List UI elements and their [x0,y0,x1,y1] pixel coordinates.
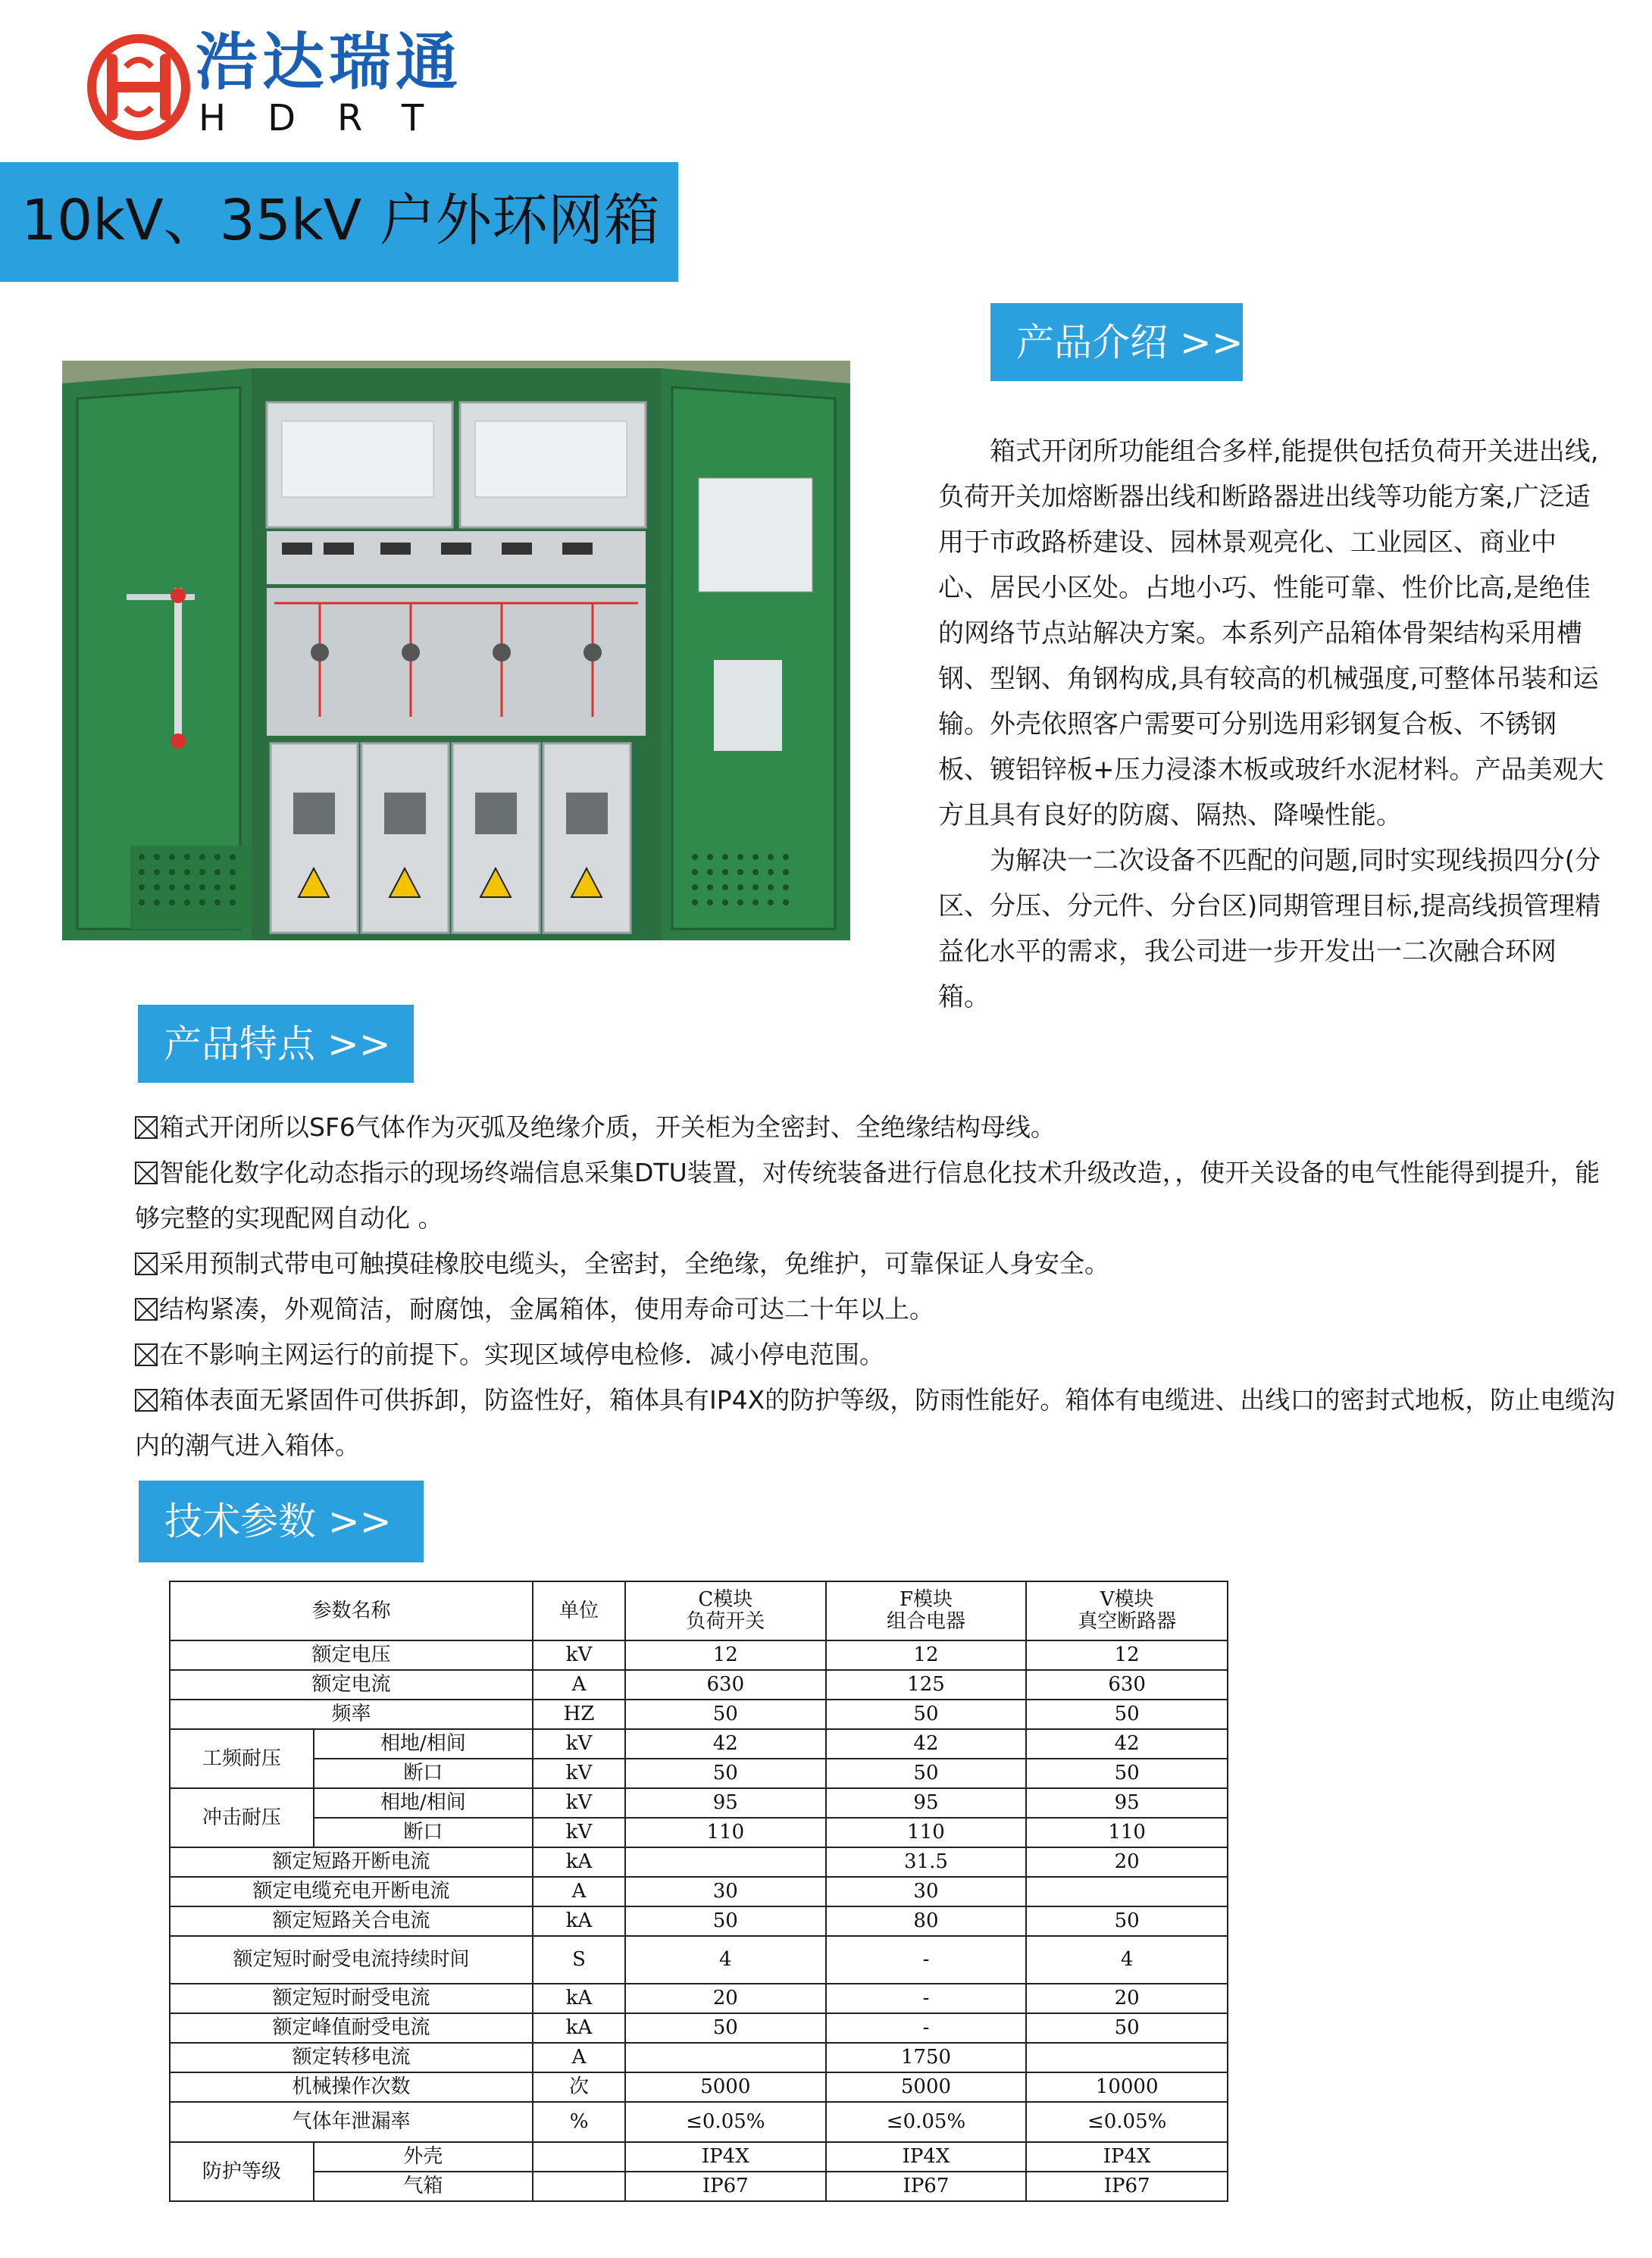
feature-item: 智能化数字化动态指示的现场终端信息采集DTU装置，对传统装备进行信息化技术升级改造，，使开关设备的电气性能得到提升，能够完整的实现配网自动化 。 [135,1158,1600,1233]
page-title: 10kV、35kV 户外环网箱 [21,188,660,253]
header-name: 参数名称 [170,1581,533,1640]
brand-name-en: HDRT [199,97,466,139]
product-photo [62,361,850,940]
feature-item: 箱式开闭所以SF6气体作为灭弧及绝缘介质，开关柜为全密封、全绝缘结构母线。 [135,1105,1620,1150]
checkbox-icon [135,1298,158,1321]
table-row: 额定短路关合电流 kA 50 80 50 [170,1906,1228,1936]
table-row: 频率 HZ 50 50 50 [170,1700,1228,1729]
brand-name-cn: 浩达瑞通 [196,27,463,99]
table-row: 气体年泄漏率 % ≤0.05% ≤0.05% ≤0.05% [170,2102,1228,2142]
intro-paragraph-1: 箱式开闭所功能组合多样,能提供包括负荷开关进出线,负荷开关加熔断器出线和断路器进出线等功能方案,广泛适用于市政路桥建设、园林景观亮化、工业园区、商业中心、居民小区处。占地小巧、性能可靠、性价比高,是绝佳的网络节点站解决方案。本系列产品箱体骨架结构采用槽钢、型钢、角钢构成,具有较高的机械强度,可整体吊装和运输。外壳依照客户需要可分别选用彩钢复合板、不锈钢板、镀铝锌板+压力浸漆木板或玻纤水泥材料。产品美观大方且具有良好的防腐、隔热、降噪性能。 [938,436,1604,830]
section-heading-features: 产品特点 >> [138,1005,414,1083]
feature-list [135,1105,1620,1468]
table-row: 额定电流 A 630 125 630 [170,1670,1228,1700]
checkbox-icon [135,1389,158,1412]
header-v: V模块 真空断路器 [1026,1581,1228,1640]
feature-item: 在不影响主网运行的前提下。实现区域停电检修．减小停电范围。 [135,1332,1620,1378]
checkbox-icon [135,1162,158,1184]
table-row: 断口 kV 110 110 110 [170,1818,1228,1847]
table-row: 额定电缆充电开断电流 A 30 30 [170,1877,1228,1906]
table-row: 工频耐压 相地/相间 kV 42 42 42 [170,1729,1228,1759]
checkbox-icon [135,1253,158,1275]
header-c: C模块 负荷开关 [625,1581,826,1640]
table-header-row [170,1581,1228,1640]
section-heading-intro: 产品介绍 >> [990,303,1243,381]
table-row: 额定短时耐受电流持续时间 S 4 - 4 [170,1936,1228,1984]
feature-item: 结构紧凑，外观简洁，耐腐蚀，金属箱体，使用寿命可达二十年以上。 [135,1287,1620,1332]
table-row: 额定电压 kV 12 12 12 [170,1640,1228,1670]
params-table [169,1581,1228,2202]
section-heading-params: 技术参数 >> [139,1481,424,1562]
table-row: 额定短路开断电流 kA 31.5 20 [170,1847,1228,1877]
table-row: 额定转移电流 A 1750 [170,2043,1228,2072]
table-row: 额定短时耐受电流 kA 20 - 20 [170,1984,1228,2013]
checkbox-icon [135,1116,158,1139]
table-row: 断口 kV 50 50 50 [170,1759,1228,1788]
table-row: 额定峰值耐受电流 kA 50 - 50 [170,2013,1228,2043]
brand-logo-icon [82,30,196,144]
feature-item: 箱体表面无紧固件可供拆卸，防盗性好，箱体具有IP4X的防护等级，防雨性能好。箱体有电缆进、出线口的密封式地板，防止电缆沟内的潮气进入箱体。 [135,1385,1616,1460]
intro-paragraph-2: 为解决一二次设备不匹配的问题,同时实现线损四分(分区、分压、分元件、分台区)同期管理目标,提高线损管理精益化水平的需求，我公司进一步开发出一二次融合环网箱。 [938,846,1601,1012]
checkbox-icon [135,1343,158,1366]
header-unit: 单位 [533,1581,625,1640]
table-row: 机械操作次数 次 5000 5000 10000 [170,2072,1228,2102]
intro-text [938,429,1605,1020]
table-row: 气箱 IP67 IP67 IP67 [170,2172,1228,2201]
table-row: 防护等级 外壳 IP4X IP4X IP4X [170,2142,1228,2172]
header-f: F模块 组合电器 [826,1581,1027,1640]
table-row: 冲击耐压 相地/相间 kV 95 95 95 [170,1788,1228,1818]
feature-item: 采用预制式带电可触摸硅橡胶电缆头，全密封，全绝缘，免维护，可靠保证人身安全。 [135,1241,1620,1287]
